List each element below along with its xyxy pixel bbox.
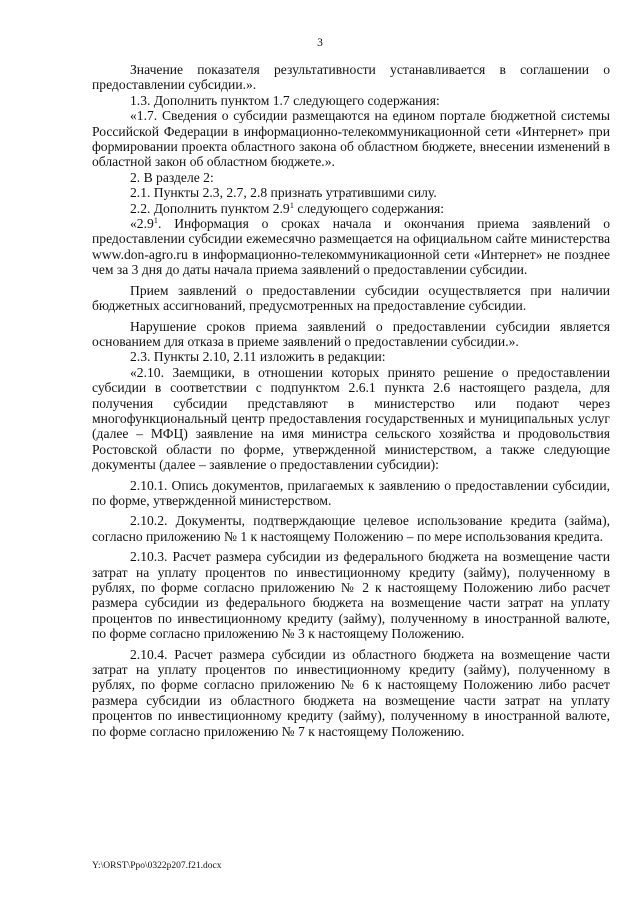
paragraph-2-10-3: 2.10.3. Расчет размера субсидии из федерального бюджета на возмещение части затрат на уплату процентов по инвестиционному кредиту (займу), полученному в рублях, по форме согласно приложению № 2 к настоящему Положению либо расчет размера субсидии из федерального бюджета на возмещение части затрат на уплату процентов по инвестиционному кредиту (займу), полученному в иностранной валюте, по форме согласно приложению № 3 к настоящему Положению. [92, 549, 610, 642]
paragraph-2-10-4: 2.10.4. Расчет размера субсидии из областного бюджета на возмещение части затрат на уплату процентов по инвестиционному кредиту (займу), полученному в рублях, по форме согласно приложению № 6 к настоящему Положению либо расчет размера субсидии из областного бюджета на возмещение части затрат на уплату процентов по инвестиционному кредиту (займу), полученному в иностранной валюте, по форме согласно приложению № 7 к настоящему Положению. [92, 646, 610, 739]
paragraph-2-10-1: 2.10.1. Опись документов, прилагаемых к заявлению о предоставлении субсидии, по форме, утвержденной министерством. [92, 477, 610, 508]
paragraph-deadline-violation: Нарушение сроков приема заявлений о предоставлении субсидии является основанием для отказа в приеме заявлений о предоставлении субсидии.». [92, 318, 610, 349]
paragraph-2-9-1 [92, 216, 610, 278]
paragraph-section-2: 2. В разделе 2: [130, 169, 214, 185]
paragraph-applications-reception: Прием заявлений о предоставлении субсидии осуществляется при наличии бюджетных ассигнований, предусмотренных на предоставление субсидии. [92, 282, 610, 314]
paragraph-2-3: 2.3. Пункты 2.10, 2.11 изложить в редакции: [130, 349, 386, 365]
paragraph-2-2 [92, 201, 610, 216]
paragraph-1-3: 1.3. Дополнить пунктом 1.7 следующего содержания: [130, 92, 440, 108]
paragraph-2-1: 2.1. Пункты 2.3, 2.7, 2.8 признать утратившими силу. [130, 185, 437, 201]
superscript-1: 1 [289, 199, 294, 210]
paragraph-indicator-note: Значение показателя результативности устанавливается в соглашении о предоставлении субсидии.». [92, 62, 610, 93]
page-number: 3 [317, 37, 323, 49]
paragraph-2-10-2: 2.10.2. Документы, подтверждающие целевое использование кредита (займа), согласно приложению № 1 к настоящему Положению – по мере использования кредита. [92, 513, 610, 544]
paragraph-2-2-end: следующего содержания: [293, 200, 444, 216]
paragraph-2-10: «2.10. Заемщики, в отношении которых принято решение о предоставлении субсидии в соответствии с подпунктом 2.6.1 пункта 2.6 настоящего раздела, для получения субсидии представляют в министерство или подают через многофункциональный центр предоставления государственных и муниципальных услуг (далее – МФЦ) заявление на имя министра сельского хозяйства и продовольствия Ростовской области по форме, утвержденной министерством, а также следующие документы (далее – заявление о предоставлении субсидии): [92, 364, 610, 473]
superscript-1: 1 [153, 215, 159, 226]
file-path-footer: Y:\ORST\Ppo\0322p207.f21.docx [92, 861, 222, 871]
paragraph-1-7: «1.7. Сведения о субсидии размещаются на едином портале бюджетной системы Российской Федерации в информационно-телекоммуникационной сети «Интернет» при формировании проекта областного закона об областном бюджете, внесении изменений в областной закон об областном бюджете.». [92, 108, 610, 170]
paragraph-2-9-1-start: «2.9 [130, 216, 154, 232]
paragraph-2-9-1-end: . Информация о сроках начала и окончания приема заявлений о предоставлении субсидии ежемесячно размещается на официальном сайте министерства www.don-agro.ru в информационно-телекоммуникационной сети «Интернет» не позднее чем за 3 дня до даты начала приема заявлений о предоставлении субсидии. [92, 216, 610, 278]
document-body [92, 62, 610, 739]
paragraph-2-2-start: 2.2. Дополнить пунктом 2.9 [130, 200, 290, 216]
